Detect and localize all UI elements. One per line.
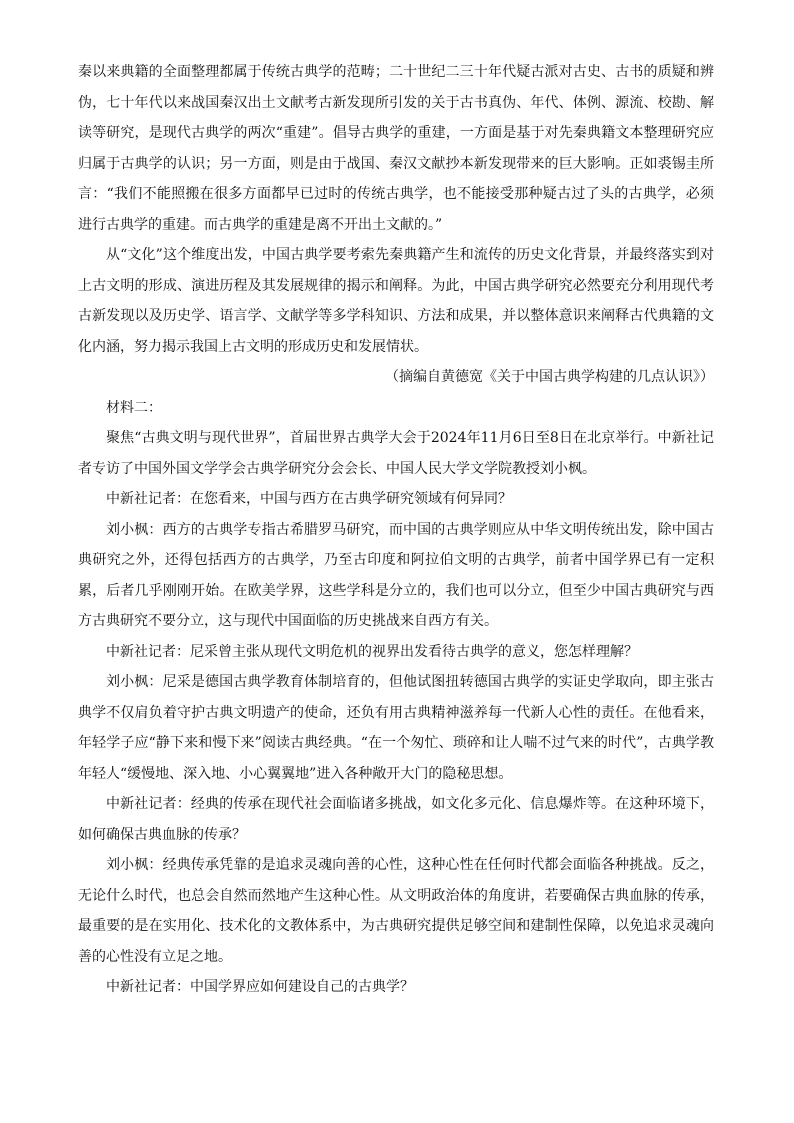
interview-answer-1: 刘小枫：西方的古典学专指古希腊罗马研究，而中国的古典学则应从中华文明传统出发，除中国古典研究之外，还得包括西方的古典学，乃至古印度和阿拉伯文明的古典学，前者中国学界已有一定积累，后者几乎刚刚开始。在欧美学界，这些学科是分立的，我们也可以分立，但至少中国古典研究与西方古典研究不要分立，这与现代中国面临的历史挑战来自西方有关。 — [78, 521, 714, 629]
material1-source-citation: （摘编自黄德宽《关于中国古典学构建的几点认识》） — [385, 369, 714, 385]
interview-question-1: 中新社记者：在您看来，中国与西方在古典学研究领域有何异同？ — [106, 491, 512, 507]
material2-label: 材料二： — [106, 399, 162, 416]
interview-answer-2: 刘小枫：尼采是德国古典学教育体制培育的，但他试图扭转德国古典学的实证史学取向，即主张古典学不仅肩负着守护古典文明遗产的使命，还负有用古典精神滋养每一代新人心性的责任。在他看来，年轻学子应“静下来和慢下来”阅读古典经典。“在一个匆忙、琐碎和让人喘不过气来的时代”，古典学教年轻人“缓慢地、深入地、小心翼翼地”进入各种敞开大门的隐秘思想。 — [78, 674, 714, 782]
material1-paragraph-2: 从“文化”这个维度出发，中国古典学要考索先秦典籍产生和流传的历史文化背景，并最终落实到对上古文明的形成、演进历程及其发展规律的揭示和阐释。为此，中国古典学研究必然要充分利用现代考古新发现以及历史学、语言学、文献学等多学科知识、方法和成果，并以整体意识来阐释古代典籍的文化内涵，努力揭示我国上古文明的形成历史和发展情状。 — [78, 247, 714, 355]
interview-question-4: 中新社记者：中国学界应如何建设自己的古典学？ — [106, 979, 414, 995]
interview-question-2: 中新社记者：尼采曾主张从现代文明危机的视界出发看待古典学的意义，您怎样理解？ — [106, 643, 638, 660]
document-page — [78, 57, 714, 1003]
interview-answer-3: 刘小枫：经典传承凭靠的是追求灵魂向善的心性，这种心性在任何时代都会面临各种挑战。反之，无论什么时代，也总会自然而然地产生这种心性。从文明政治体的角度讲，若要确保古典血脉的传承，最重要的是在实用化、技术化的文教体系中，为古典研究提供足够空间和建制性保障，以免追求灵魂向善的心性没有立足之地。 — [78, 857, 714, 965]
material1-paragraph-1: 秦以来典籍的全面整理都属于传统古典学的范畴；二十世纪二三十年代疑古派对古史、古书的质疑和辨伪，七十年代以来战国秦汉出土文献考古新发现所引发的关于古书真伪、年代、体例、源流、校勘、解读等研究，是现代古典学的两次“重建”。倡导古典学的重建，一方面是基于对先秦典籍文本整理研究应归属于古典学的认识；另一方面，则是由于战国、秦汉文献抄本新发现带来的巨大影响。正如裘锡圭所言：“我们不能照搬在很多方面都早已过时的传统古典学，也不能接受那种疑古过了头的古典学，必须进行古典学的重建。而古典学的重建是离不开出土文献的。” — [78, 64, 714, 233]
interview-question-3: 中新社记者：经典的传承在现代社会面临诸多挑战，如文化多元化、信息爆炸等。在这种环境下，如何确保古典血脉的传承？ — [78, 796, 714, 843]
material2-intro-paragraph: 聚焦“古典文明与现代世界”，首届世界古典学大会于2024年11月6日至8日在北京举行。中新社记者专访了中国外国文学学会古典学研究分会会长、中国人民大学文学院教授刘小枫。 — [78, 430, 714, 477]
